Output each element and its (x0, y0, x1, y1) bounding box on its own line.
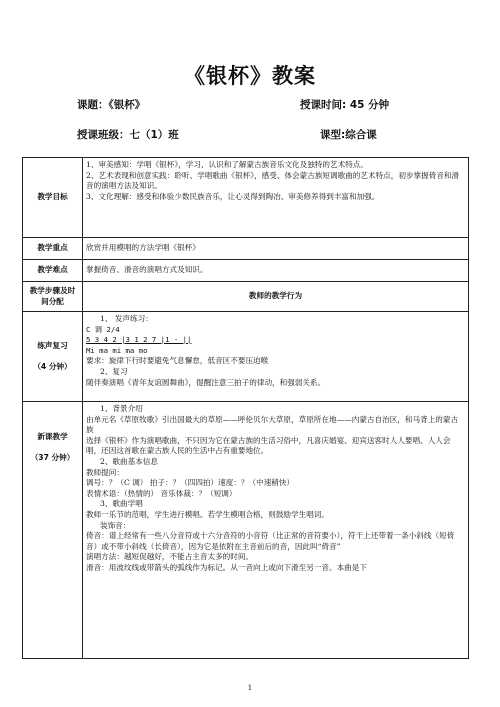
lesson-plan-table (22, 157, 469, 659)
review-label: 练声复习 (37, 340, 68, 350)
key-content: 欣赏并用模唱的方法学唱《银杯》 (83, 238, 469, 260)
review-content (83, 312, 469, 402)
page-number: 1 (247, 684, 253, 692)
lesson-line: 调号：？（C 调） 拍子：？（四四拍）速度：？（中速稍快） (86, 478, 295, 488)
teacher-actions-header: 教师的教学行为 (83, 282, 469, 312)
lesson-line: 装饰音： (100, 520, 131, 530)
goal-line: 3、文化理解：感受和体验少数民族音乐，让心灵得到陶冶、审美修养得到丰富和加强。 (86, 191, 380, 201)
goals-content (83, 158, 469, 238)
review-line: 要求：旋律下行时要避免气息懈怠，低音区不要压迫喉 (86, 356, 269, 366)
newlesson-label-cell (23, 402, 83, 659)
lesson-line: 1、背景介绍 (100, 404, 143, 413)
lesson-line: 表情术语：（热情的） 音乐体裁：？（短调） (86, 488, 237, 498)
goal-line: 2、艺术表现和创意实践：聆听、学唱歌曲《银杯》，感受、体会蒙古族短调歌曲的艺术特点，初步掌握倚音和滑音的演唱方法及知识。 (86, 170, 460, 191)
lesson-line: 由单元名《草原牧歌》引出国最大的草原——呼伦贝尔大草原，草原所在地——内蒙古自治区，和马背上的蒙古族 (86, 414, 459, 435)
newlesson-content (83, 402, 469, 659)
lesson-line: 选择《银杯》作为演唱歌曲，不只因为它在蒙古族的生活习俗中，凡喜庆婚宴、迎宾送客时人人要唱、人人会唱，还因这首歌在蒙古族人民的生活中占有重要地位。 (86, 435, 451, 456)
lesson-line: 教师一乐节的范唱，学生进行模唱。若学生模唱合格，则鼓励学生唱词。 (86, 509, 329, 519)
lesson-line: 滑音：用波纹线或带箭头的弧线作为标记。从一音向上或向下滑至另一音。本曲是下 (86, 562, 367, 572)
goals-label: 教学目标 (23, 158, 83, 238)
review-row (23, 312, 469, 402)
lesson-line: 教师提问： (86, 467, 124, 477)
steps-header-row (23, 282, 469, 312)
lesson-line: 演唱方法：越短促越好，不能占主音太多的时间。 (86, 552, 254, 562)
lesson-type-label: 课型:综合课 (320, 129, 377, 141)
goal-line: 1、审美感知：学唱《银杯》，学习、认识和了解蒙古族音乐文化及独特的艺术特点。 (86, 160, 368, 169)
goals-row (23, 158, 469, 238)
review-line: C 调 2/4 (86, 324, 120, 334)
newlesson-label: 新课教学 (37, 432, 68, 441)
topic-label: 课题：《银杯》 (77, 99, 146, 111)
steps-label: 教学步骤及时间分配 (23, 282, 83, 312)
newlesson-row (23, 402, 469, 659)
syllable-line: Mi ma mi ma mo (86, 345, 148, 355)
review-time: （4 分钟） (33, 361, 72, 371)
difficult-row (23, 260, 469, 282)
review-line: 随伴奏演唱《青年友谊圆舞曲》，提醒注意三拍子的律动，和强弱关系。 (86, 377, 326, 387)
review-line: 2、复习 (100, 366, 128, 376)
difficult-label: 教学难点 (23, 260, 83, 282)
notation-line: 5 3 4 2 |3 1 2 7 |1 - || (86, 335, 192, 345)
duration-label: 授课时间: 45 分钟 (300, 99, 390, 111)
review-line: 1、 发声练习： (100, 314, 153, 323)
lesson-line: 3、歌曲学唱 (100, 499, 143, 509)
class-label: 授课班级：七（1）班 (77, 129, 179, 141)
key-label: 教学重点 (23, 238, 83, 260)
key-row (23, 238, 469, 260)
lesson-line: 倚音：谱上经常有一些八分音符或十六分音符的小音符（比正常的音符要小），符干上还带着一条小斜线（短倚音）或不带小斜线（长倚音），因为它是依附在主音前后的音，因此叫“倚音” (86, 531, 455, 551)
newlesson-time: （37 分钟） (30, 452, 75, 462)
lesson-line: 2、歌曲基本信息 (100, 456, 158, 466)
difficult-content: 掌握倚音、滑音的演唱方式及知识。 (83, 260, 469, 282)
review-label-cell (23, 312, 83, 402)
document-title: 《银杯》教案 (184, 63, 316, 88)
